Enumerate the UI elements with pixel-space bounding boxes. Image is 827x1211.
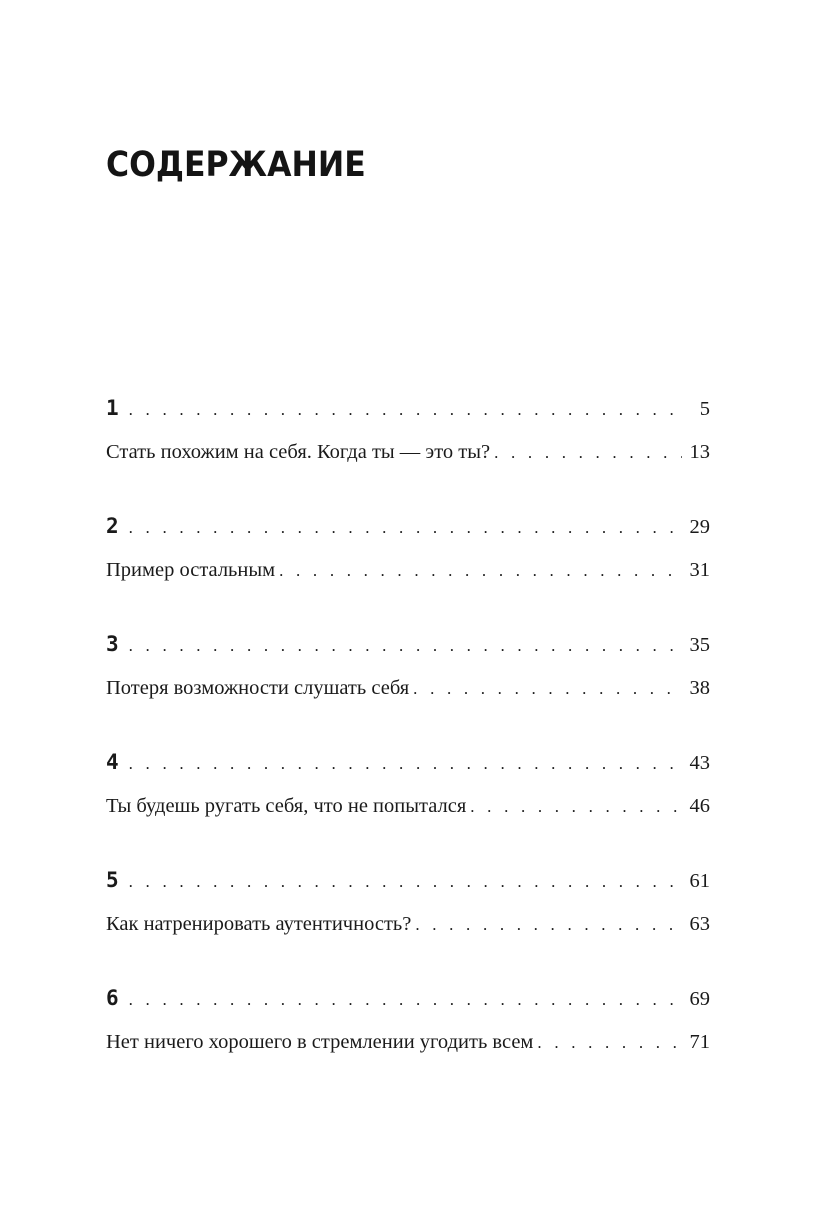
toc-chapter-3 (106, 622, 710, 710)
page-number: 31 (689, 559, 710, 581)
dot-leader (494, 431, 682, 475)
toc-chapter-1 (106, 386, 710, 474)
dot-leader (129, 506, 682, 550)
dot-leader (415, 903, 682, 947)
page-number: 5 (699, 398, 710, 420)
section-title: Стать похожим на себя. Когда ты — это ты? (106, 441, 491, 463)
section-row[interactable] (106, 902, 710, 946)
dot-leader (129, 978, 682, 1022)
table-of-contents (106, 386, 710, 1094)
page-number: 71 (689, 1031, 710, 1053)
section-title: Пример остальным (106, 559, 276, 581)
chapter-row[interactable] (106, 504, 710, 548)
chapter-row[interactable] (106, 740, 710, 784)
dot-leader (537, 1021, 682, 1065)
chapter-number: 2 (106, 514, 119, 538)
dot-leader (129, 860, 682, 904)
chapter-row[interactable] (106, 976, 710, 1020)
section-title: Как натренировать аутентичность? (106, 913, 412, 935)
section-title: Ты будешь ругать себя, что не попытался (106, 795, 467, 817)
page-number: 13 (689, 441, 710, 463)
dot-leader (470, 785, 682, 829)
chapter-row[interactable] (106, 622, 710, 666)
dot-leader (129, 624, 682, 668)
page-number: 35 (689, 634, 710, 656)
toc-chapter-4 (106, 740, 710, 828)
chapter-number: 4 (106, 750, 119, 774)
section-row[interactable] (106, 430, 710, 474)
page-number: 38 (689, 677, 710, 699)
section-title: Нет ничего хорошего в стремлении угодить всем (106, 1031, 534, 1053)
chapter-number: 1 (106, 396, 119, 420)
section-row[interactable] (106, 666, 710, 710)
chapter-row[interactable] (106, 386, 710, 430)
dot-leader (129, 742, 682, 786)
page-number: 29 (689, 516, 710, 538)
dot-leader (129, 388, 682, 432)
page-number: 69 (689, 988, 710, 1010)
chapter-number: 3 (106, 632, 119, 656)
section-row[interactable] (106, 784, 710, 828)
chapter-row[interactable] (106, 858, 710, 902)
dot-leader (279, 549, 682, 593)
toc-chapter-5 (106, 858, 710, 946)
toc-chapter-2 (106, 504, 710, 592)
page-number: 61 (689, 870, 710, 892)
page-number: 46 (689, 795, 710, 817)
section-title: Потеря возможности слушать себя (106, 677, 410, 699)
page-number: 63 (689, 913, 710, 935)
section-row[interactable] (106, 1020, 710, 1064)
page-number: 43 (689, 752, 710, 774)
section-row[interactable] (106, 548, 710, 592)
page-title: СОДЕРЖАНИЕ (106, 145, 366, 185)
toc-chapter-6 (106, 976, 710, 1064)
chapter-number: 5 (106, 868, 119, 892)
dot-leader (413, 667, 682, 711)
chapter-number: 6 (106, 986, 119, 1010)
